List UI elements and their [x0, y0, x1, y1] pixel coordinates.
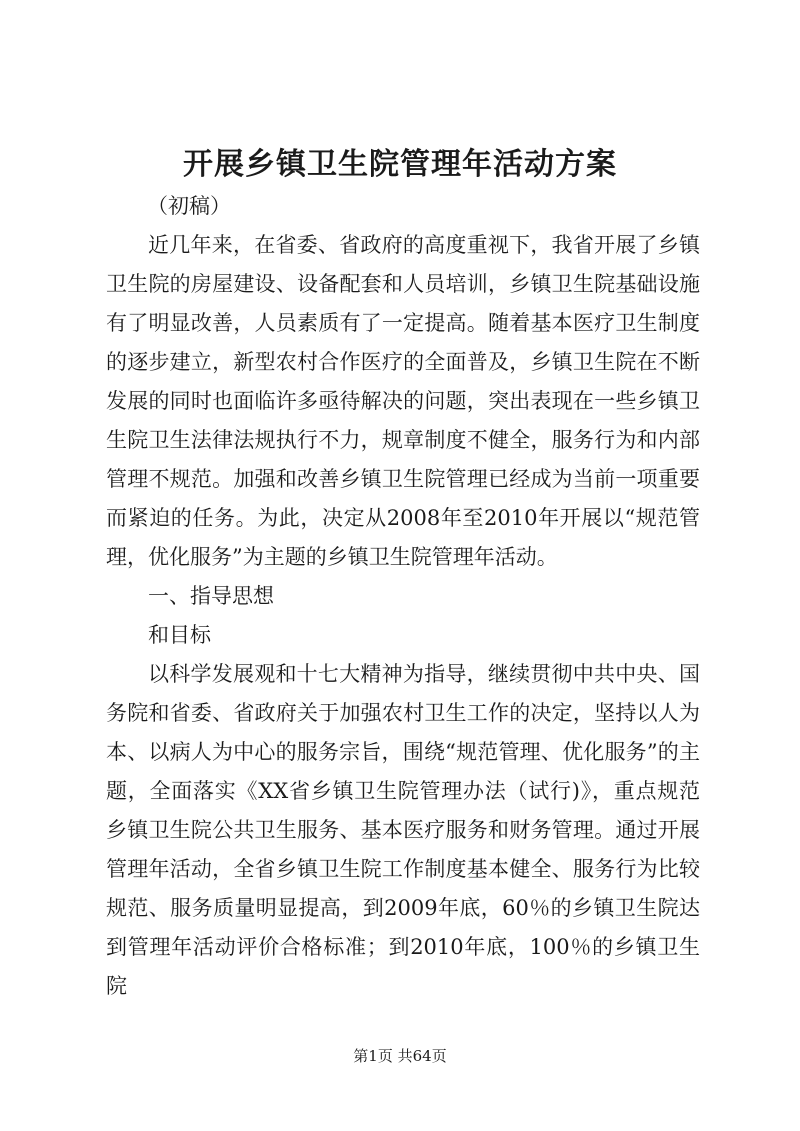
document-title: 开展乡镇卫生院管理年活动方案	[183, 147, 617, 182]
paragraph-guiding-thought: 以科学发展观和十七大精神为指导，继续贯彻中共中央、国务院和省委、省政府关于加强农村卫生工作的决定，坚持以人为本、以病人为中心的服务宗旨，围绕“规范管理、优化服务”的主题，全面落实《XX省乡镇卫生院管理办法（试行)》，重点规范乡镇卫生院公共卫生服务、基本医疗服务和财务管理。通过开展管理年活动，全省乡镇卫生院工作制度基本健全、服务行为比较规范、服务质量明显提高，到2009年底，60％的乡镇卫生院达到管理年活动评价合格标准；到2010年底，100％的乡镇卫生院	[106, 662, 700, 998]
section-heading-continued: 和目标	[148, 623, 211, 647]
document-body	[106, 226, 700, 1006]
section-heading: 一、指导思想	[148, 584, 274, 608]
paragraph-intro: 近几年来，在省委、省政府的高度重视下，我省开展了乡镇卫生院的房屋建设、设备配套和人员培训，乡镇卫生院基础设施有了明显改善，人员素质有了一定提高。随着基本医疗卫生制度的逐步建立，新型农村合作医疗的全面普及，乡镇卫生院在不断发展的同时也面临许多亟待解决的问题，突出表现在一些乡镇卫生院卫生法律法规执行不力，规章制度不健全，服务行为和内部管理不规范。加强和改善乡镇卫生院管理已经成为当前一项重要而紧迫的任务。为此，决定从2008年至2010年开展以“规范管理，优化服务”为主题的乡镇卫生院管理年活动。	[106, 233, 700, 569]
document-subtitle: （初稿）	[147, 194, 231, 218]
page-number: 第1页 共64页	[353, 1047, 447, 1065]
